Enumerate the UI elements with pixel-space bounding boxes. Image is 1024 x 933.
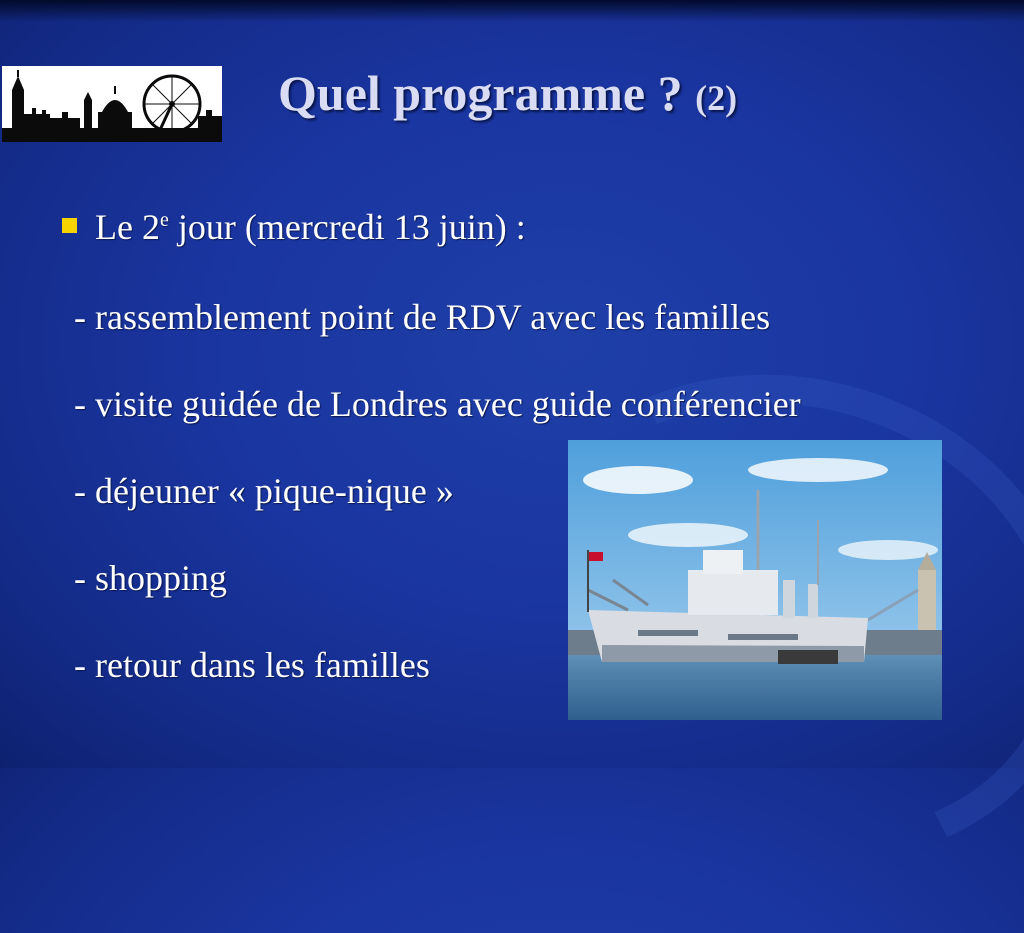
list-item: - déjeuner « pique-nique » (74, 471, 454, 511)
title-text: Quel programme ? (278, 65, 683, 121)
day-heading (62, 206, 526, 248)
list-item: - visite guidée de Londres avec guide conférencier (74, 384, 801, 424)
page-title (278, 64, 737, 122)
hms-belfast-photo (568, 440, 942, 720)
day-heading-prefix: Le 2 (95, 207, 160, 247)
list-item: - shopping (74, 558, 227, 598)
london-skyline-icon (2, 66, 222, 142)
bullet-square-icon (62, 218, 77, 233)
top-band (0, 0, 1024, 22)
list-item: - retour dans les familles (74, 645, 430, 685)
list-item: - rassemblement point de RDV avec les familles (74, 297, 771, 337)
day-heading-superscript: e (159, 209, 169, 231)
day-heading-suffix: jour (mercredi 13 juin) : (168, 207, 526, 247)
title-number: (2) (695, 78, 738, 118)
